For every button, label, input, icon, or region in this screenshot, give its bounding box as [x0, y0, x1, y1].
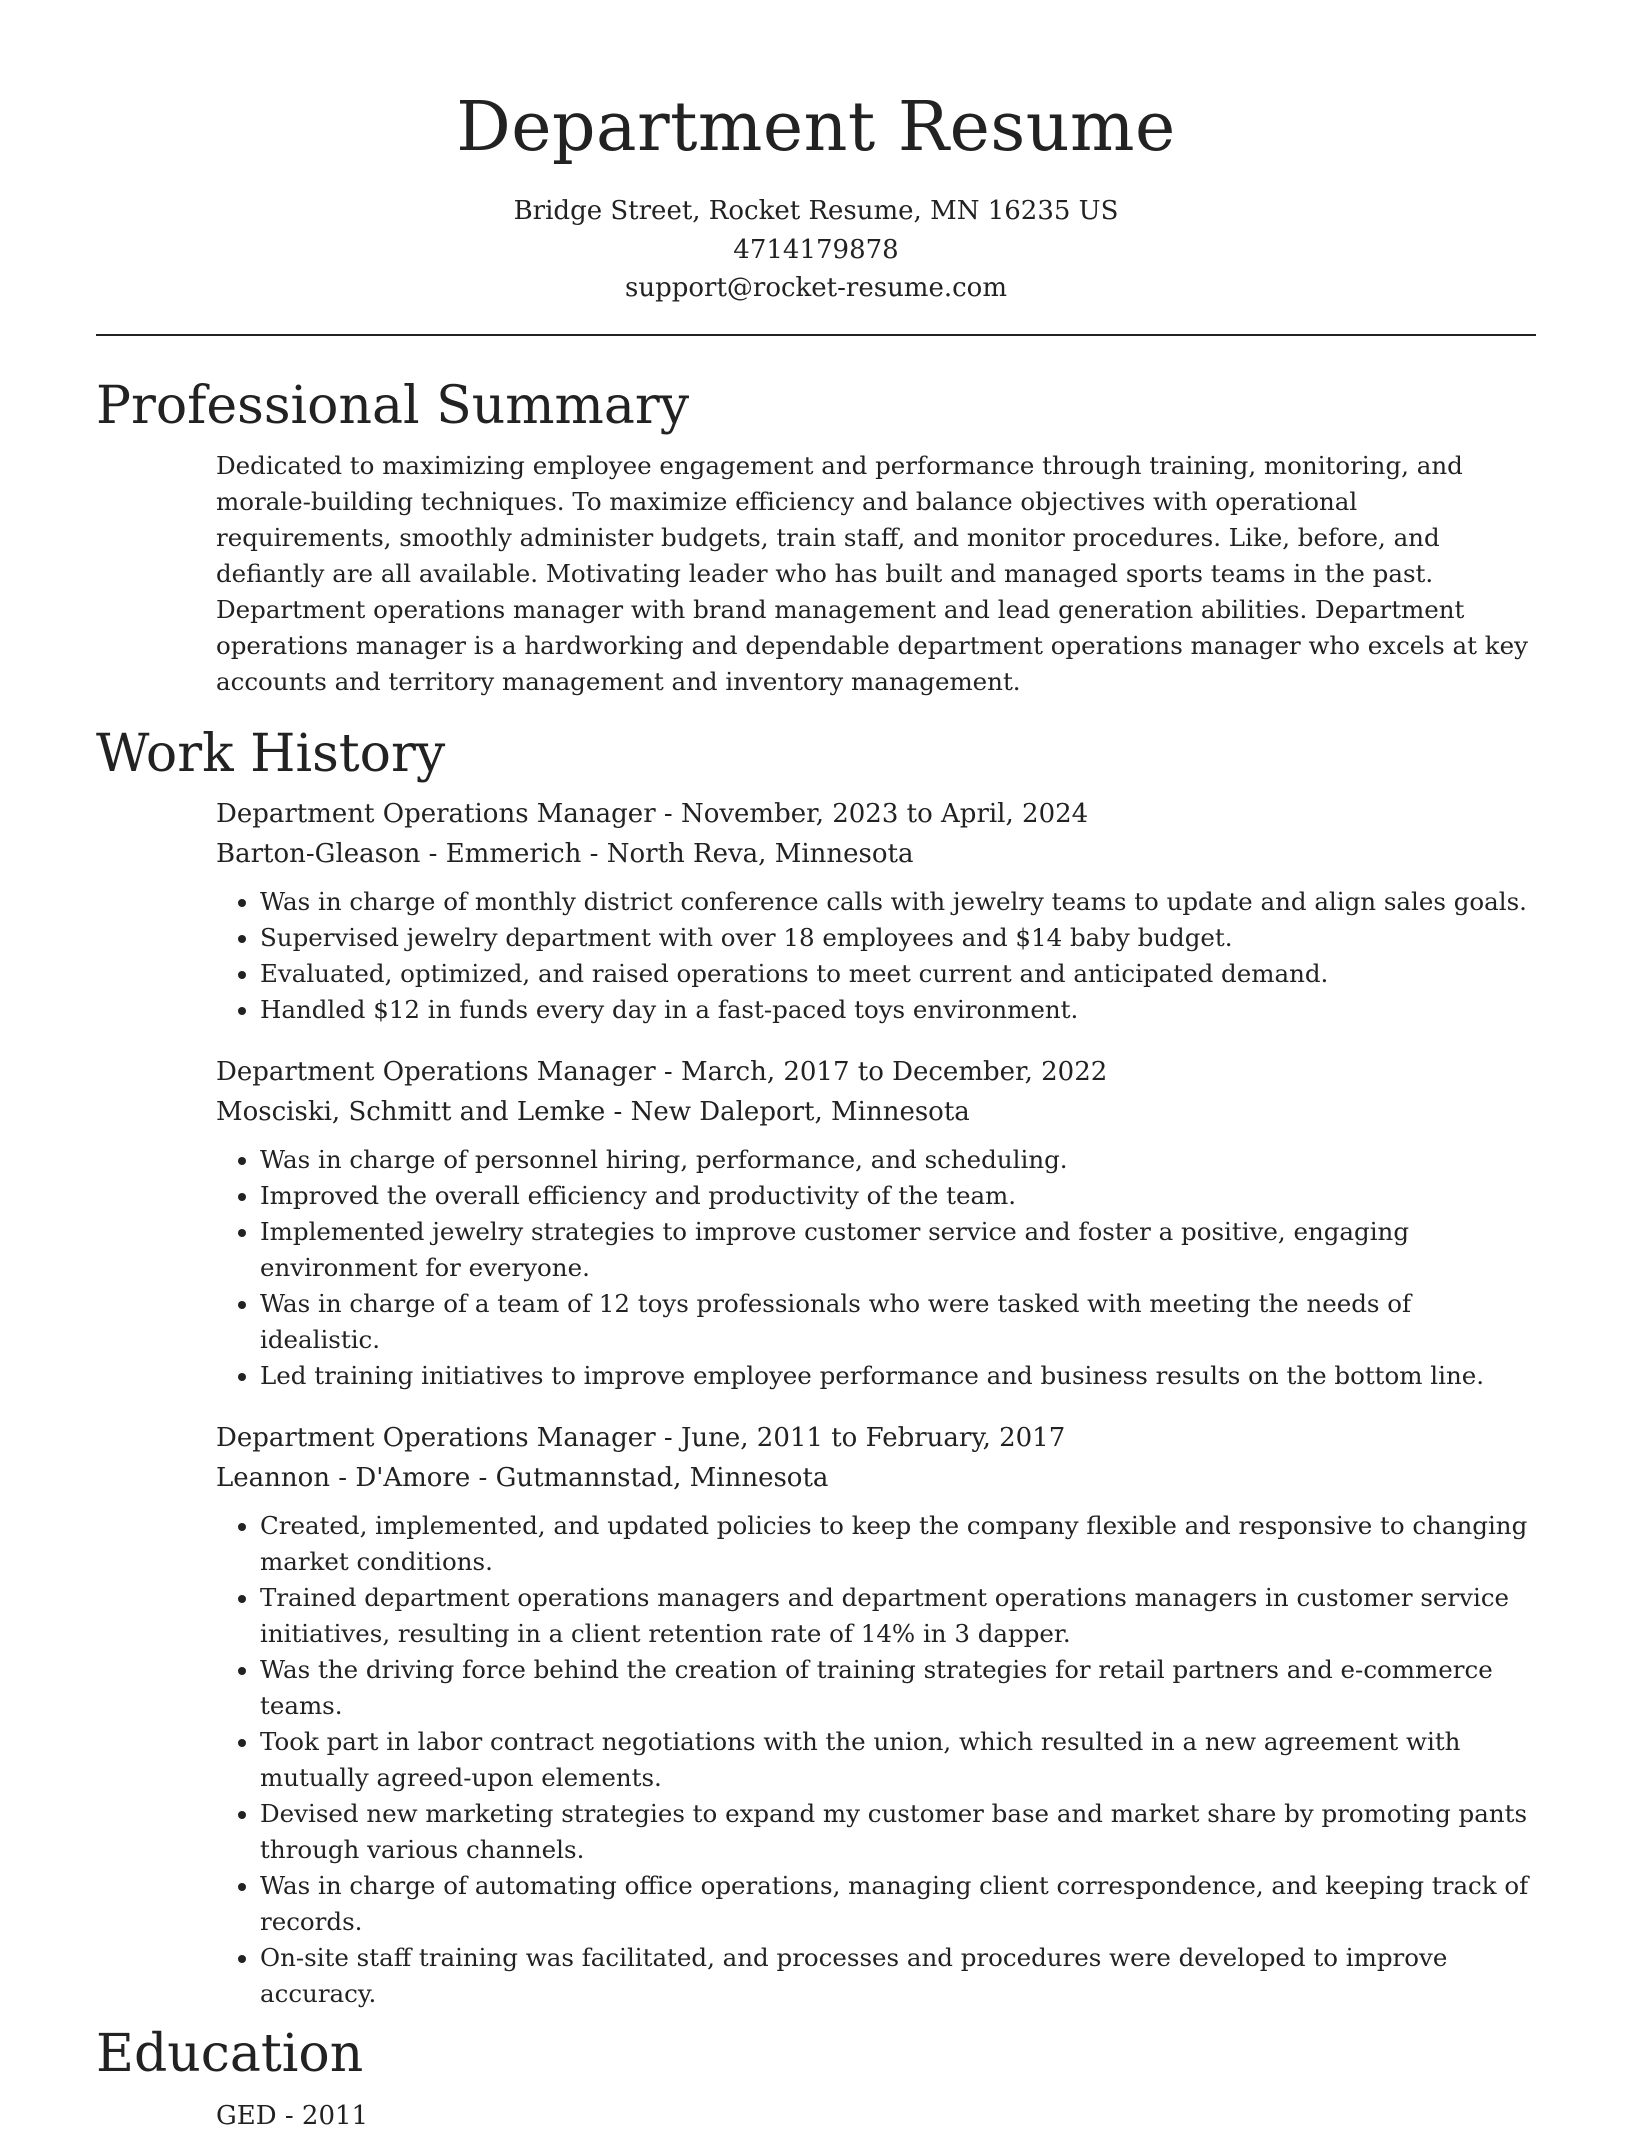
job-bullet: • Was in charge of automating office operations, managing client correspondence, and keeping track of records.: [260, 1868, 1536, 1940]
job-bullet: • Handled $12 in funds every day in a fast-paced toys environment.: [260, 992, 1536, 1028]
job-company: Leannon - D'Amore: [216, 1462, 471, 1493]
contact-info: [96, 192, 1536, 308]
education-entry: GED - 2011: [216, 2100, 369, 2131]
job-entry: [216, 1418, 1536, 2012]
resume-header: [96, 0, 1536, 308]
job-location: - Gutmannstad, Minnesota: [470, 1462, 829, 1493]
job-company-line: [216, 834, 1536, 874]
job-title-line: [216, 1052, 1536, 1092]
contact-email: support@rocket-resume.com: [624, 273, 1007, 303]
summary-text: Dedicated to maximizing employee engagement and performance through training, monitoring, and morale-building techniques. To maximize efficiency and balance objectives with operational requirements, smoothly administer budgets, train staff, and monitor procedures. Like, before, and defiantly are all available. Motivating leader who has built and managed sports teams in the past. Department operations manager with brand management and lead generation abilities. Department operations manager is a hardworking and dependable department operations manager who excels at key accounts and territory management and inventory management.: [216, 450, 1528, 696]
job-bullet: • Led training initiatives to improve employee performance and business results on the bottom line.: [260, 1358, 1536, 1394]
job-bullet: • Took part in labor contract negotiations with the union, which resulted in a new agreement with mutually agreed-upon elements.: [260, 1724, 1536, 1796]
job-bullets: [216, 1508, 1536, 2012]
section-title-work-history: Work History: [96, 723, 446, 784]
resume-name: Department Resume: [456, 88, 1176, 167]
job-company-line: [216, 1458, 1536, 1498]
section-title-summary: Professional Summary: [96, 375, 690, 436]
job-bullet: • Evaluated, optimized, and raised operations to meet current and anticipated demand.: [260, 956, 1536, 992]
job-role: Department Operations Manager: [216, 798, 656, 829]
job-entry: [216, 1052, 1536, 1394]
job-bullet: • On-site staff training was facilitated, and processes and procedures were developed to improve accuracy.: [260, 1940, 1536, 2012]
section-title-education: Education: [96, 2023, 364, 2084]
job-role: Department Operations Manager: [216, 1422, 656, 1453]
job-title-line: [216, 794, 1536, 834]
job-bullet: • Was the driving force behind the creation of training strategies for retail partners and e-commerce teams.: [260, 1652, 1536, 1724]
job-dates: - March, 2017 to December, 2022: [655, 1056, 1108, 1087]
job-bullet: • Improved the overall efficiency and productivity of the team.: [260, 1178, 1536, 1214]
job-bullet: • Devised new marketing strategies to expand my customer base and market share by promoting pants through various channels.: [260, 1796, 1536, 1868]
job-company-line: [216, 1092, 1536, 1132]
job-title-line: [216, 1418, 1536, 1458]
resume-page: [96, 0, 1536, 2136]
contact-address: Bridge Street, Rocket Resume, MN 16235 US: [513, 196, 1119, 226]
contact-phone: 4714179878: [733, 234, 899, 265]
job-bullet: • Was in charge of monthly district conference calls with jewelry teams to update and align sales goals.: [260, 884, 1536, 920]
job-company: Mosciski, Schmitt and Lemke: [216, 1096, 606, 1127]
job-bullets: [216, 1142, 1536, 1394]
job-bullet: • Implemented jewelry strategies to improve customer service and foster a positive, engaging environment for everyone.: [260, 1214, 1536, 1286]
job-dates: - November, 2023 to April, 2024: [655, 798, 1089, 829]
job-company: Barton-Gleason - Emmerich: [216, 838, 582, 869]
work-history-list: [216, 794, 1536, 2012]
job-bullet: • Created, implemented, and updated policies to keep the company flexible and responsive to changing market conditions.: [260, 1508, 1536, 1580]
job-bullets: [216, 884, 1536, 1028]
job-bullet: • Was in charge of a team of 12 toys professionals who were tasked with meeting the needs of idealistic.: [260, 1286, 1536, 1358]
job-location: - North Reva, Minnesota: [581, 838, 914, 869]
job-bullet: • Supervised jewelry department with over 18 employees and $14 baby budget.: [260, 920, 1536, 956]
header-divider: [96, 334, 1536, 336]
job-bullet: • Was in charge of personnel hiring, performance, and scheduling.: [260, 1142, 1536, 1178]
job-location: - New Daleport, Minnesota: [605, 1096, 970, 1127]
job-entry: [216, 794, 1536, 1028]
job-dates: - June, 2011 to February, 2017: [655, 1422, 1066, 1453]
job-role: Department Operations Manager: [216, 1056, 656, 1087]
job-bullet: • Trained department operations managers and department operations managers in customer service initiatives, resulting in a client retention rate of 14% in 3 dapper.: [260, 1580, 1536, 1652]
